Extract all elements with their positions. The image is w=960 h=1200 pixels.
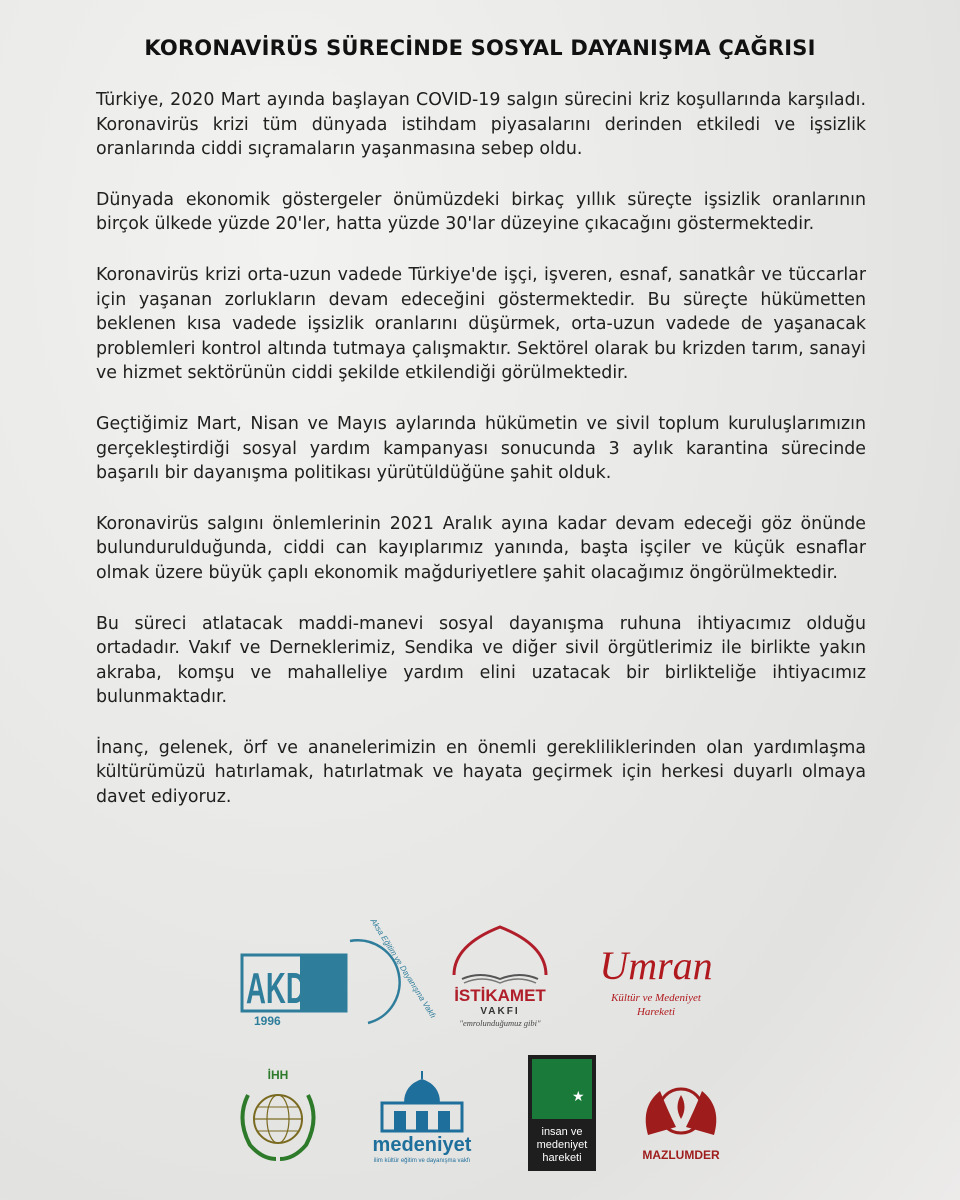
medeniyet-name: medeniyet bbox=[372, 1134, 472, 1156]
istikamet-logo bbox=[440, 919, 560, 1031]
medeniyet-sub: ilim kültür eğitim ve dayanışma vakfı bbox=[373, 1158, 471, 1164]
akdav-name: AKDAV bbox=[246, 964, 343, 1013]
umran-logo bbox=[594, 935, 724, 1025]
insan-line1: insan ve bbox=[541, 1126, 583, 1138]
akdav-logo bbox=[232, 916, 438, 1037]
mazlumder-logo bbox=[636, 1077, 726, 1165]
akdav-year: 1996 bbox=[254, 1014, 281, 1028]
paragraph-2: Dünyada ekonomik göstergeler önümüzdeki birkaç yıllık süreçte işsizlik oranlarının birçok ülkede yüzde 20'ler, hatta yüzde 30'lar düzeyine çıkacağını göstermektedir. bbox=[96, 189, 866, 235]
akdav-ring-text: Aksa Eğitim ve Dayanışma Vakfı bbox=[368, 916, 438, 1020]
document-title: KORONAVİRÜS SÜRECİNDE SOSYAL DAYANIŞMA ÇAĞRISI bbox=[144, 36, 816, 60]
star-icon: ★ bbox=[572, 1089, 585, 1105]
paragraph-5: Koronavirüs salgını önlemlerinin 2021 Aralık ayına kadar devam edeceği göz önünde bulundurulduğunda, ciddi can kayıplarımız yanında, başta işçiler ve küçük esnaflar olmak üzere büyük çaplı ekonomik mağduriyetlere şahit olacağımız öngörülmektedir. bbox=[96, 513, 866, 583]
insan-line2: medeniyet bbox=[536, 1139, 588, 1151]
istikamet-name: İSTİKAMET bbox=[454, 986, 546, 1005]
paragraph-6: Bu süreci atlatacak maddi-manevi sosyal dayanışma ruhuna ihtiyacımız olduğu ortadadır. Vakıf ve Derneklerimiz, Sendika ve diğer sivil örgütlerimiz ile birlikte yakın akraba, komşu ve mahalleliye yardım elini uzatacak bir birlikteliğe ihtiyacımız bulunmaktadır. bbox=[96, 613, 866, 708]
insan-line3: hareketi bbox=[542, 1152, 582, 1164]
paragraph-7: İnanç, gelenek, örf ve ananelerimizin en önemli gerekliliklerinden olan yardımlaşma kültürümüzü hatırlamak, hatırlatmak ve hayata geçirmek için herkesi duyarlı olmaya davet ediyoruz. bbox=[96, 737, 866, 808]
umran-line1: Kültür ve Medeniyet bbox=[611, 992, 701, 1004]
organization-logos bbox=[0, 905, 960, 1200]
mazlumder-name: MAZLUMDER bbox=[642, 1148, 720, 1162]
istikamet-motto: "emrolunduğumuz gibi" bbox=[459, 1018, 541, 1028]
document-body bbox=[96, 88, 866, 836]
paragraph-3: Koronavirüs krizi orta-uzun vadede Türkiye'de işçi, işveren, esnaf, sanatkâr ve tüccarlar için yaşanan zorlukların devam edeceğini göstermektedir. Bu süreçte hükümetten beklenen kısa vadede işsizlik oranlarını düşürmek, orta-uzun vadede de yaşanacak problemleri kontrol altında tutmaya çalışmaktır. Sektörel olarak bu krizden tarım, sanayi ve hizmet sektörünün ciddi şekilde etkilendiği görülmektedir. bbox=[96, 264, 866, 384]
istikamet-sub: VAKFI bbox=[480, 1006, 520, 1017]
insan-medeniyet-logo bbox=[528, 1055, 596, 1171]
paragraph-4: Geçtiğimiz Mart, Nisan ve Mayıs aylarında hükümetin ve sivil toplum kuruluşlarımızın gerçekleştirdiği sosyal yardım kampanyası sonucunda 3 aylık karantina sürecinde başarılı bir dayanışma politikası yürütüldüğüne şahit olduk. bbox=[96, 413, 866, 484]
umran-line2: Hareketi bbox=[636, 1006, 676, 1018]
ihh-logo bbox=[228, 1065, 328, 1165]
ihh-name: İHH bbox=[267, 1068, 289, 1082]
umran-name: Umran bbox=[599, 943, 713, 988]
paragraph-1: Türkiye, 2020 Mart ayında başlayan COVID-19 salgın sürecini kriz koşullarında karşıladı. Koronavirüs krizi tüm dünyada istihdam piyasalarını derinden etkiledi ve işsizlik oranlarında ciddi sıçramaların yaşanmasına sebep oldu. bbox=[96, 90, 866, 160]
medeniyet-logo bbox=[364, 1065, 480, 1165]
